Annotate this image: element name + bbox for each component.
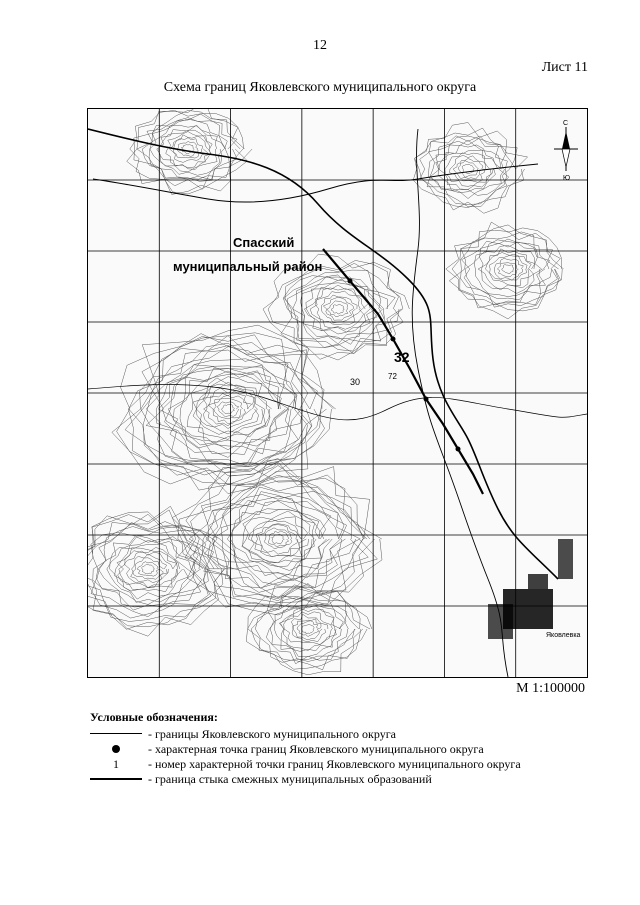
contour-line xyxy=(124,551,173,588)
contour-line xyxy=(474,242,545,297)
contour-line xyxy=(281,606,341,651)
legend-text: - границы Яковлевского муниципального округа xyxy=(148,727,396,741)
contour-line xyxy=(301,283,382,339)
compass-south-label: Ю xyxy=(563,175,571,182)
contour-line xyxy=(486,253,532,286)
legend-thick-line-symbol xyxy=(90,772,142,786)
contour-line xyxy=(264,528,292,549)
boundary-point xyxy=(348,279,353,284)
contour-line xyxy=(143,347,312,466)
contour-line xyxy=(146,350,298,466)
sheet-label: Лист 11 xyxy=(541,60,588,75)
contour-line xyxy=(327,301,348,317)
contour-line xyxy=(166,132,213,168)
contour-line xyxy=(98,535,200,604)
map-canvas xyxy=(88,109,587,677)
settlement xyxy=(488,539,573,639)
river xyxy=(412,129,508,677)
map-title: Схема границ Яковлевского муниципального округа xyxy=(163,80,477,95)
contour-line xyxy=(142,114,229,180)
contour-line xyxy=(297,621,319,637)
boundary-point-number: 30 xyxy=(350,377,361,387)
boundary-point-number: 72 xyxy=(388,372,397,381)
boundary-point xyxy=(424,397,429,402)
legend-text: - характерная точка границ Яковлевского муниципального округа xyxy=(148,742,484,756)
contour-line xyxy=(306,280,376,334)
contour-line xyxy=(222,404,235,413)
contour-line xyxy=(177,141,198,156)
settlement-label: Яковлевка xyxy=(546,632,581,639)
topographic-map[interactable] xyxy=(87,108,588,678)
contour-line xyxy=(173,138,202,158)
contour-line xyxy=(128,333,324,490)
contour-line xyxy=(446,222,562,319)
contour-line xyxy=(269,531,289,546)
scale-label: М 1:100000 xyxy=(516,681,585,696)
district-boundary xyxy=(323,249,483,494)
boundary-point xyxy=(391,337,396,342)
contour-line xyxy=(291,614,328,642)
contour-line xyxy=(142,564,155,574)
contour-line xyxy=(232,510,320,571)
contour-line xyxy=(193,382,264,434)
contour-line xyxy=(415,128,525,208)
contour-line xyxy=(196,384,258,434)
contour-line xyxy=(497,263,518,277)
contour-line xyxy=(185,466,370,603)
legend-line-symbol xyxy=(90,727,142,741)
contour-line xyxy=(259,525,298,555)
contour-line xyxy=(439,150,498,190)
page-number: 12 xyxy=(313,38,327,53)
contour-line xyxy=(91,524,214,617)
contour-line xyxy=(502,265,514,274)
contour-line xyxy=(227,496,329,579)
contour-line xyxy=(331,305,344,315)
road xyxy=(88,129,558,579)
boundary-point xyxy=(456,447,461,452)
compass-north-label: С xyxy=(563,120,569,127)
contour-line xyxy=(110,541,192,599)
contour-line xyxy=(242,509,315,567)
river xyxy=(88,385,587,420)
legend-number-symbol: 1 xyxy=(113,757,119,771)
neighbor-district-label: Спасский xyxy=(233,235,295,250)
contour-line xyxy=(301,625,314,634)
neighbor-district-label: муниципальный район xyxy=(173,259,323,274)
contour-line xyxy=(465,240,550,300)
contour-line xyxy=(459,161,479,178)
boundary-point-number: 32 xyxy=(394,349,410,365)
contour-line xyxy=(204,391,252,426)
contour-line xyxy=(251,592,363,670)
legend-dot-symbol xyxy=(90,742,142,756)
legend-text: - номер характерной точки границ Яковлевского муниципального округа xyxy=(148,757,521,771)
legend-text: - граница стыка смежных муниципальных образований xyxy=(148,772,432,786)
contour-line xyxy=(180,374,278,447)
contour-line xyxy=(272,534,285,544)
contour-line xyxy=(274,605,343,656)
contour-line xyxy=(479,245,542,293)
compass-icon xyxy=(554,120,578,182)
legend-title: Условные обозначения: xyxy=(90,710,218,724)
